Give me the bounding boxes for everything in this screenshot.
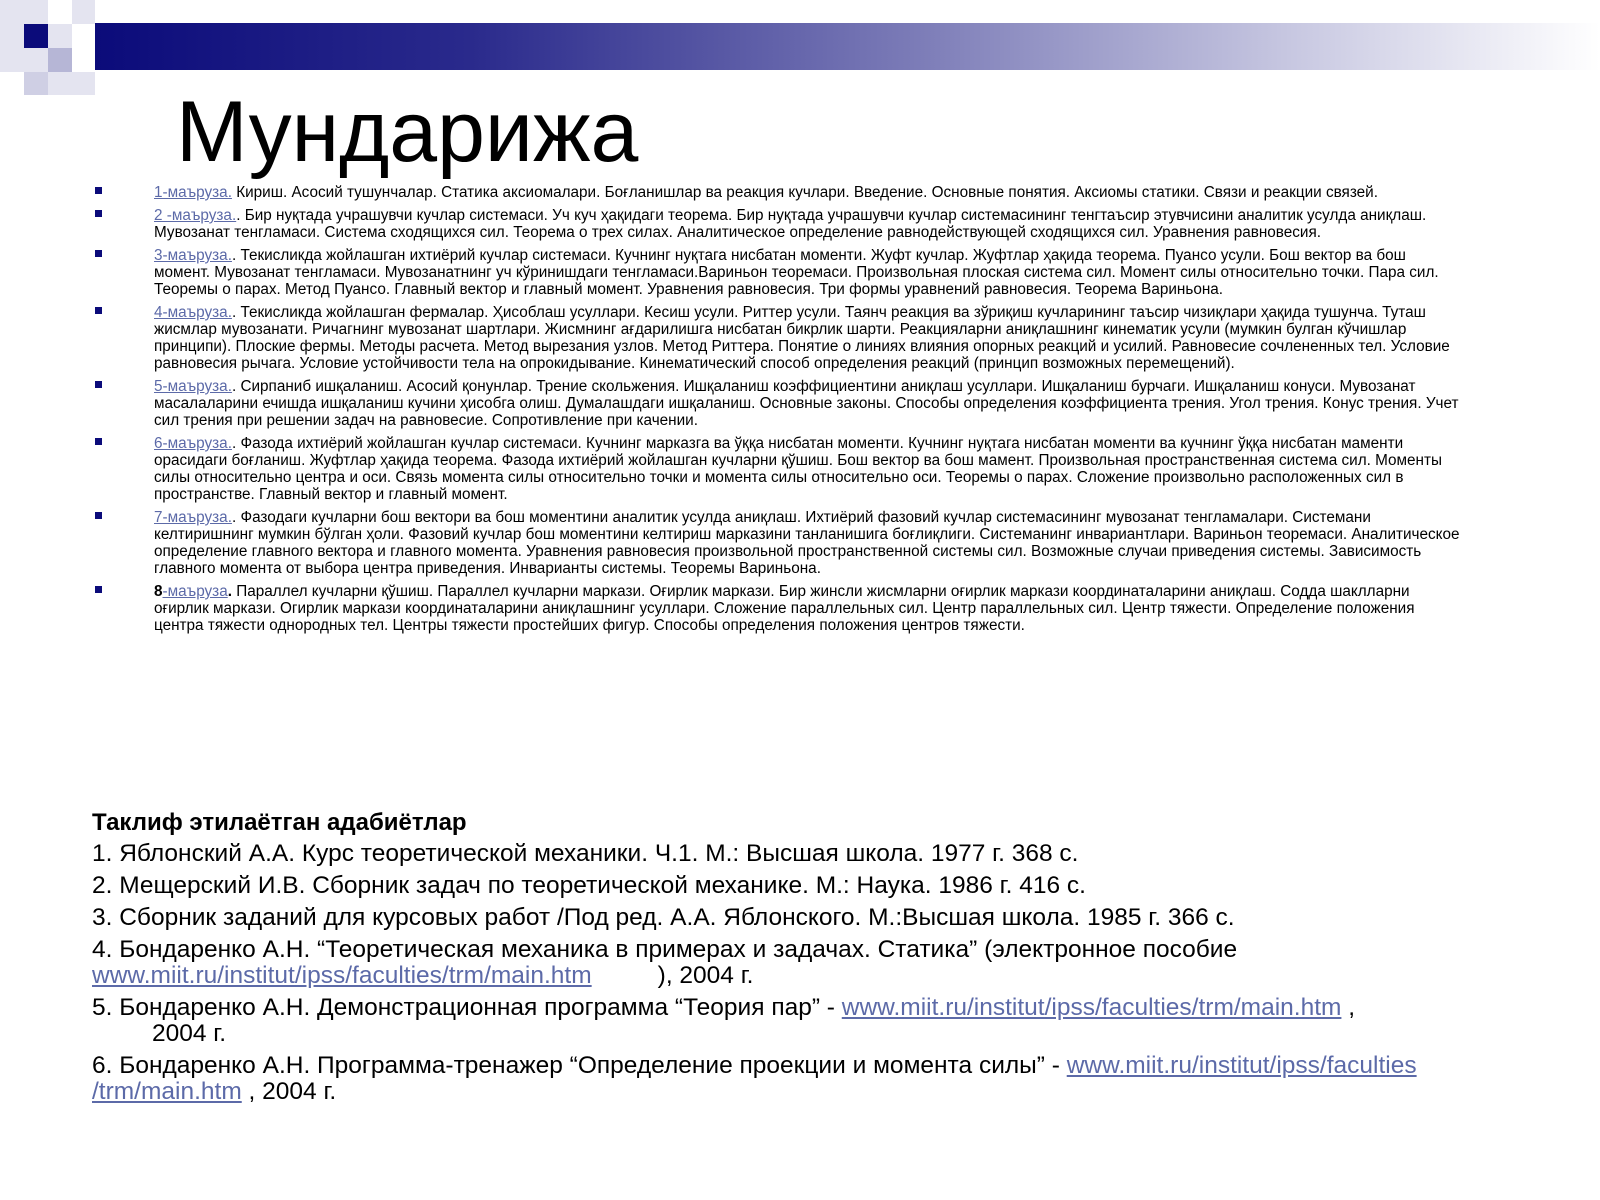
list-item bbox=[92, 509, 1462, 577]
corner-square bbox=[24, 72, 48, 95]
reference-text: 6. Бондаренко А.Н. Программа-тренажер “Определение проекции и момента силы” - bbox=[92, 1052, 1067, 1079]
reference-suffix: ), 2004 г. bbox=[657, 962, 754, 989]
lecture-text: Кириш. Асосий тушунчалар. Статика аксиомалари. Боғланишлар ва реакция кучлари. Введение. Основные понятия. Аксиомы статики. Связи и реакции связей. bbox=[231, 184, 1378, 201]
bullet-icon bbox=[95, 187, 102, 194]
reference-item bbox=[92, 995, 1532, 1047]
bullet-icon bbox=[95, 512, 102, 519]
list-item bbox=[92, 207, 1462, 241]
corner-square bbox=[72, 24, 95, 48]
corner-square bbox=[95, 0, 119, 23]
bullet-icon bbox=[95, 250, 102, 257]
lecture-link[interactable]: 6-маъруза. bbox=[154, 435, 232, 452]
page-title: Мундарижа bbox=[176, 84, 639, 180]
lecture-dot: . bbox=[227, 583, 232, 600]
corner-square-dark bbox=[24, 24, 48, 48]
header-gradient-band bbox=[95, 23, 1600, 70]
corner-square bbox=[48, 0, 72, 24]
lecture-text: . Текисликда жойлашган фермалар. Ҳисоблаш усуллари. Кесиш усули. Риттер усули. Таянч реакция ва зўриқиш кучларининг таъсир чизиқлари ҳақида тушунча. Туташ жисмлар мувозанати. Ричагнинг мувозанат шартлари. Жисмнинг ағдарилишга нисбатан бикрлик шарти. Реакцияларни аниқлашнинг кинематик усули (мумкин булган кўчишлар принципи). Плоские фермы. Методы расчета. Метод вырезания узлов. Метод Риттера. Понятие о линиях влияния опорных реакций и усилий. Равновесие сочлененных тел. Условие равновесия рычага. Условие устойчивости тела на опрокидывание. Кинематический способ определения реакций (принцип возможных перемещений). bbox=[154, 304, 1450, 372]
reference-item bbox=[92, 905, 1532, 931]
reference-text: 2. Мещерский И.В. Сборник задач по теоретической механике. М.: Наука. 1986 г. 416 с. bbox=[92, 872, 1086, 899]
bullet-icon bbox=[95, 438, 102, 445]
list-item bbox=[92, 435, 1462, 503]
lecture-link[interactable]: 4-маъруза. bbox=[154, 304, 232, 321]
bullet-icon bbox=[95, 307, 102, 314]
reference-year: 2004 г. bbox=[152, 1020, 227, 1047]
lecture-link[interactable]: 1-маъруза. bbox=[154, 184, 232, 201]
list-item bbox=[92, 378, 1462, 429]
list-item bbox=[92, 184, 1462, 201]
bullet-icon bbox=[95, 210, 102, 217]
reference-item bbox=[92, 841, 1532, 867]
bullet-icon bbox=[95, 381, 102, 388]
lecture-link[interactable]: 2 -маъруза. bbox=[154, 207, 237, 224]
reference-link-continued[interactable]: /trm/main.htm bbox=[92, 1078, 242, 1105]
corner-square bbox=[48, 48, 72, 72]
reference-item bbox=[92, 937, 1532, 989]
reference-link[interactable]: www.miit.ru/institut/ipss/faculties bbox=[1066, 1052, 1417, 1079]
lecture-text: . Фазода ихтиёрий жойлашган кучлар системаси. Кучнинг марказга ва ўққа нисбатан моменти. Кучнинг нуқтага нисбатан моменти ва кучнинг ўққа нисбатан маменти орасидаги боғланиш. Жуфтлар ҳақида теорема. Фазода ихтиёрий жойлашган кучларни қўшиш. Бош вектор ва бош мамент. Произвольная пространственная система сил. Моменты силы относительно центра и оси. Связь момента силы относительно точки и момента силы относительно оси. Теоремы о парах. Сложение произвольно расположенных сил в пространстве. Главный вектор и главный момент. bbox=[154, 435, 1443, 503]
bullet-icon bbox=[95, 586, 102, 593]
reference-suffix: , 2004 г. bbox=[241, 1078, 337, 1105]
reference-suffix: , bbox=[1341, 994, 1356, 1021]
list-item bbox=[92, 247, 1462, 298]
lecture-link[interactable]: -маъруза bbox=[162, 583, 228, 600]
reference-text: 1. Яблонский А.А. Курс теоретической механики. Ч.1. М.: Высшая школа. 1977 г. 368 с. bbox=[92, 840, 1079, 867]
reference-link[interactable]: www.miit.ru/institut/ipss/faculties/trm/main.htm bbox=[841, 994, 1342, 1021]
reference-item bbox=[92, 1053, 1532, 1105]
literature-heading: Таклиф этилаётган адабиётлар bbox=[92, 809, 467, 836]
lecture-text: Параллел кучларни қўшиш. Параллел кучларни маркази. Оғирлик маркази. Бир жинсли жисмларни оғирлик маркази координаталарини аниқлаш. Содда шаклларни оғирлик маркази. Огирлик маркази координаталарини аниқлашнинг усуллари. Сложение параллельных сил. Центр параллельных сил. Центр тяжести. Определение положения центра тяжести однородных тел. Центры тяжести простейших фигур. Способы определения положения центров тяжести. bbox=[154, 583, 1415, 634]
reference-text: 3. Сборник заданий для курсовых работ /Под ред. А.А. Яблонского. М.:Высшая школа. 1985 г. 366 с. bbox=[92, 904, 1235, 931]
list-item bbox=[92, 304, 1462, 372]
literature-list bbox=[92, 841, 1532, 1111]
lecture-list bbox=[92, 184, 1462, 640]
corner-square bbox=[72, 48, 95, 72]
lecture-text: . Бир нуқтада учрашувчи кучлар системаси. Уч куч ҳақидаги теорема. Бир нуқтада учрашувчи кучлар системасининг тенгтаъсир этувчисини аналитик усулда аниқлаш. Мувозанат тенгламаси. Система сходящихся сил. Теорема о трех силах. Аналитическое определение равнодействующей сходящихся сил. Уравнения равновесия. bbox=[154, 207, 1427, 241]
corner-square bbox=[0, 72, 24, 95]
reference-link[interactable]: www.miit.ru/institut/ipss/faculties/trm/main.htm bbox=[92, 962, 592, 989]
lecture-link[interactable]: 7-маъруза. bbox=[154, 509, 232, 526]
lecture-text: . Сирпаниб ишқаланиш. Асосий қонунлар. Трение скольжения. Ишқаланиш коэффициентини аниқлаш усуллари. Ишқаланиш бурчаги. Ишқаланиш конуси. Мувозанат масалаларини ечишда ишқаланиш кучини ҳисобга олиш. Думалашдаги ишқаланиш. Основные законы. Способы определения коэффициента трения. Угол трения. Конус трения. Учет сил трения при решении задач на равновесие. Сопротивление при качении. bbox=[154, 378, 1459, 429]
lecture-text: . Текисликда жойлашган ихтиёрий кучлар системаси. Кучнинг нуқтага нисбатан моменти. Жуфт кучлар. Жуфтлар ҳақида теорема. Пуансо усули. Бош вектор ва бош момент. Мувозанат тенгламаси. Мувозанатнинг уч кўринишдаги тенгламаси.Вариньон теоремаси. Произвольная плоская система сил. Момент силы относительно точки. Пара сил. Теоремы о парах. Метод Пуансо. Главный вектор и главный момент. Уравнения равновесия. Три формы уравнений равновесия. Теорема Вариньона. bbox=[154, 247, 1439, 298]
lecture-number: 8 bbox=[154, 583, 163, 600]
reference-item bbox=[92, 873, 1532, 899]
reference-text: 5. Бондаренко А.Н. Демонстрационная программа “Теория пар” - bbox=[92, 994, 842, 1021]
reference-text: 4. Бондаренко А.Н. “Теоретическая механика в примерах и задачах. Статика” (электронное пособие bbox=[92, 936, 1238, 963]
lecture-text: . Фазодаги кучларни бош вектори ва бош моментини аналитик усулда аниқлаш. Ихтиёрий фазовий кучлар системасининг мувозанат тенгламалари. Системани келтиришнинг мумкин бўлган ҳоли. Фазовий кучлар бош моментини келтириш марказини танланишига боғлиқлиги. Системанинг инвариантлари. Вариньон теоремаси. Аналитическое определение главного вектора и главного момента. Уравнения равновесия произвольной пространственной системы сил. Возможные случаи приведения системы. Зависимость главного момента от выбора центра приведения. Инварианты системы. Теоремы Вариньона. bbox=[154, 509, 1460, 577]
lecture-link[interactable]: 5-маъруза. bbox=[154, 378, 232, 395]
list-item bbox=[92, 583, 1462, 634]
lecture-link[interactable]: 3-маъруза. bbox=[154, 247, 232, 264]
